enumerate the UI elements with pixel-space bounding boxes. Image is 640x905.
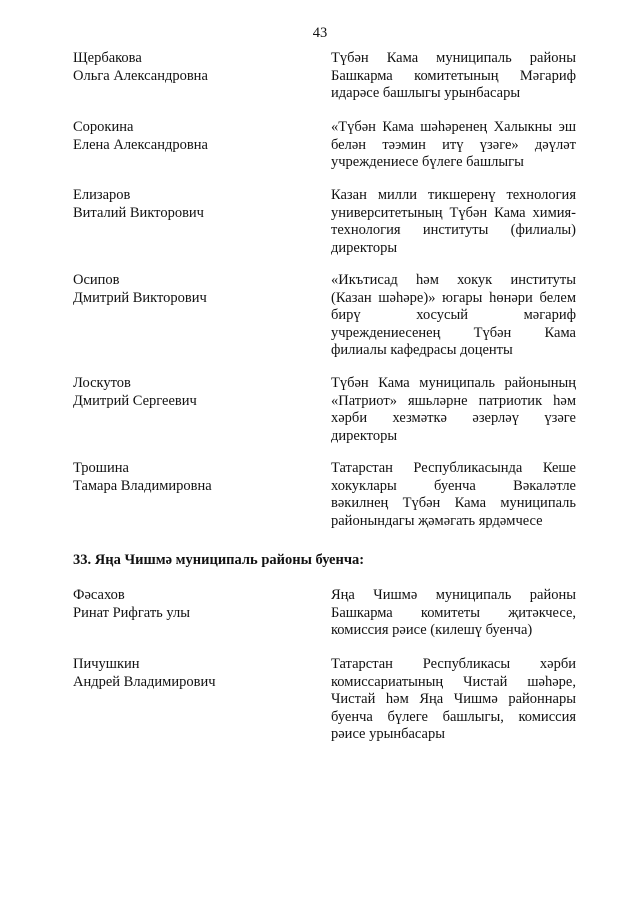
description-line: хәрби хезмәткә әзерләү үзәге xyxy=(331,410,576,426)
given-names: Елена Александровна xyxy=(73,136,208,153)
given-names: Тамара Владимировна xyxy=(73,477,212,494)
description-line: Казан милли тикшеренү технология xyxy=(331,187,576,203)
surname: Лоскутов xyxy=(73,375,131,391)
description-line: директоры xyxy=(331,427,398,444)
description-line: идарәсе башлыгы урынбасары xyxy=(331,85,521,101)
given-names: Виталий Викторович xyxy=(73,204,204,221)
position-description xyxy=(331,656,576,744)
position-description xyxy=(331,375,576,445)
description-line: технология институты (филиалы) xyxy=(331,222,576,238)
description-line: белән тәэмин итү үзәге» дәүләт xyxy=(331,136,576,153)
description-line: хокуклары буенча Вәкаләтле xyxy=(331,477,576,494)
position-description xyxy=(331,587,576,640)
description-line: буенча бүлеге башлыгы, комиссия xyxy=(331,708,576,725)
surname: Пичушкин xyxy=(73,656,140,672)
description-line: Түбән Кама муниципаль районы xyxy=(331,50,576,66)
description-line: Башкарма комитеты җитәкчесе, xyxy=(331,604,576,621)
description-line: районындагы җәмәгать ярдәмчесе xyxy=(331,512,543,529)
description-line: бирү хосусый мәгариф xyxy=(331,307,576,323)
description-line: учреждениесе бүлеге башлыгы xyxy=(331,154,524,170)
description-line: директоры xyxy=(331,239,398,256)
person-name xyxy=(73,375,313,410)
position-description xyxy=(331,50,576,103)
description-line: Башкарма комитетының Мәгариф xyxy=(331,67,576,84)
position-description xyxy=(331,460,576,530)
section-heading: 33. Яңа Чишмә муниципаль районы буенча: xyxy=(73,552,365,568)
given-names: Дмитрий Викторович xyxy=(73,289,207,306)
description-line: «Түбән Кама шәһәренең Халыкны эш xyxy=(331,119,576,135)
given-names: Андрей Владимирович xyxy=(73,673,216,690)
description-line: комиссариатының Чистай шәһәре, xyxy=(331,673,576,690)
page-number: 43 xyxy=(312,25,328,41)
person-name xyxy=(73,50,313,85)
description-line: Түбән Кама муниципаль районының xyxy=(331,375,576,391)
description-line: Татарстан Республикасында Кеше xyxy=(331,460,576,476)
surname: Трошина xyxy=(73,460,129,476)
position-description xyxy=(331,119,576,172)
description-line: филиалы кафедрасы доценты xyxy=(331,342,513,358)
description-line: Яңа Чишмә муниципаль районы xyxy=(331,587,576,603)
description-line: учреждениесенең Түбән Кама xyxy=(331,324,576,341)
description-line: комиссия рәисе (килешү буенча) xyxy=(331,622,533,638)
description-line: Татарстан Республикасы хәрби xyxy=(331,656,576,672)
description-line: рәисе урынбасары xyxy=(331,726,445,742)
given-names: Ринат Рифгать улы xyxy=(73,604,190,621)
description-line: вәкилнең Түбән Кама муниципаль xyxy=(331,495,576,511)
surname: Сорокина xyxy=(73,119,134,135)
position-description xyxy=(331,187,576,257)
description-line: университетының Түбән Кама химия- xyxy=(331,204,576,221)
surname: Елизаров xyxy=(73,187,131,203)
person-name xyxy=(73,587,313,622)
surname: Осипов xyxy=(73,272,120,288)
description-line: Чистай һәм Яңа Чишмә районнары xyxy=(331,691,576,707)
person-name xyxy=(73,187,313,222)
person-name xyxy=(73,656,313,691)
given-names: Дмитрий Сергеевич xyxy=(73,392,197,409)
position-description xyxy=(331,272,576,360)
person-name xyxy=(73,272,313,307)
surname: Фәсахов xyxy=(73,587,125,603)
surname: Щербакова xyxy=(73,50,142,66)
given-names: Ольга Александровна xyxy=(73,67,208,84)
description-line: (Казан шәһәре)» югары һөнәри белем xyxy=(331,289,576,306)
description-line: «Патриот» яшьләрне патриотик һәм xyxy=(331,392,576,409)
description-line: «Икътисад һәм хокук институты xyxy=(331,272,576,288)
person-name xyxy=(73,119,313,154)
person-name xyxy=(73,460,313,495)
